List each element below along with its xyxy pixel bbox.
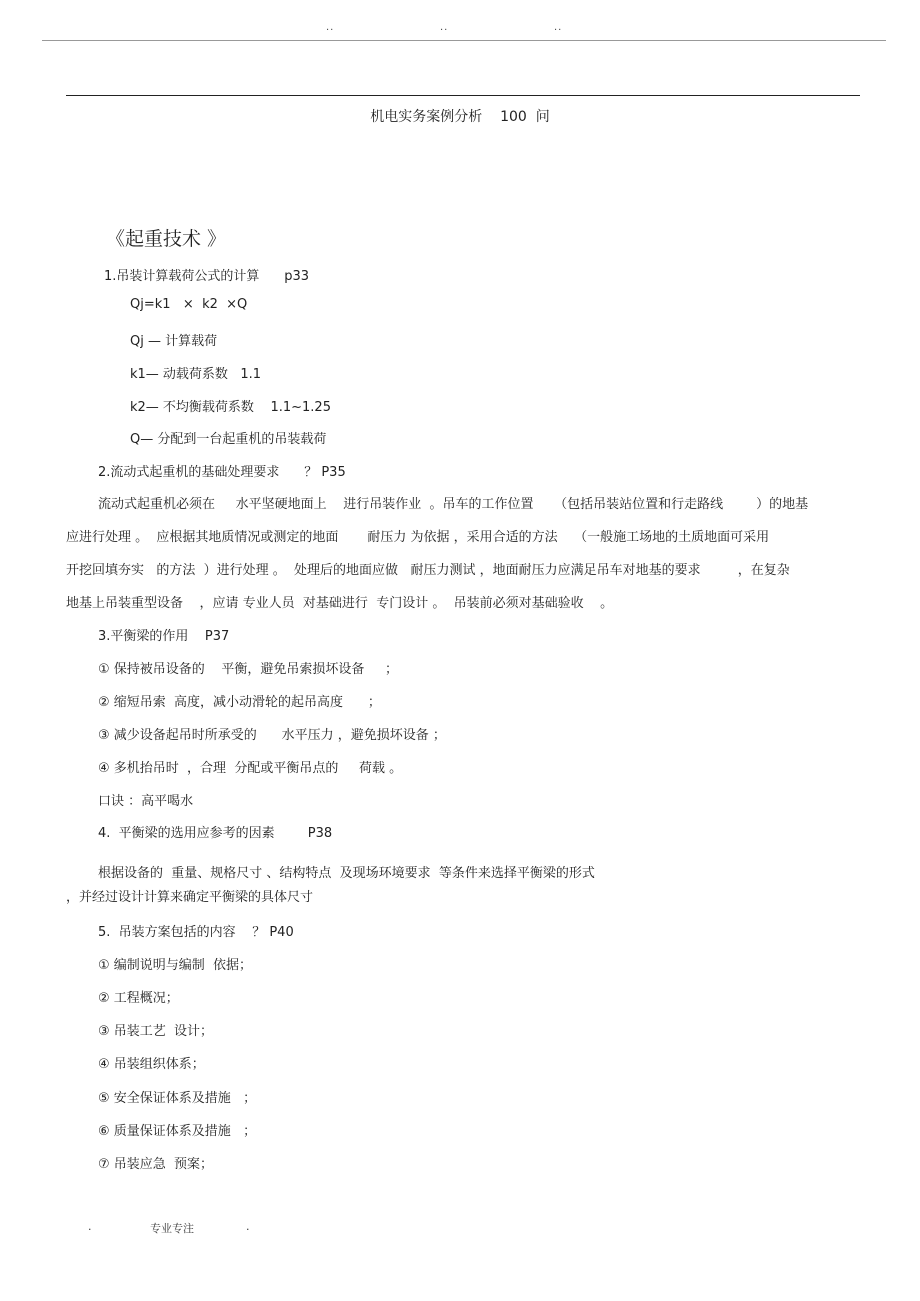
q4-para-line-1: 根据设备的 重量、规格尺寸 、结构特点 及现场环境要求 等条件来选择平衡梁的形式 <box>98 866 595 881</box>
q3-mnemonic: 口诀 ：高平喝水 <box>98 794 194 809</box>
q2-para-line-2: 应进行处理 。 应根据其地质情况或测定的地面 耐压力 为依据 ，采用合适的方法 （一般施工场地的土质地面可采用 <box>66 530 770 545</box>
q2-heading: 2.流动式起重机的基础处理要求 ？ P35 <box>98 465 346 480</box>
q1-def-qj: Qj — 计算载荷 <box>130 334 218 349</box>
q1-def-q: Q— 分配到一台起重机的吊装载荷 <box>130 432 327 447</box>
footer-right-dot: . <box>246 1220 250 1233</box>
q5-item-5: ⑤ 安全保证体系及措施 ； <box>98 1091 257 1106</box>
footer-text: 专业专注 <box>150 1222 194 1235</box>
q5-item-2: ② 工程概况； <box>98 991 179 1006</box>
section-title: 《起重技术 》 <box>106 228 227 250</box>
q5-item-7: ⑦ 吊装应急 预案； <box>98 1157 214 1172</box>
q5-item-1: ① 编制说明与编制 依据； <box>98 958 253 973</box>
document-title: 机电实务案例分析 100 问 <box>370 109 550 125</box>
q1-heading: 1.吊装计算载荷公式的计算 p33 <box>104 269 309 284</box>
q1-formula: Qj=k1 × k2 ×Q <box>130 297 248 312</box>
q3-item-1: ① 保持被吊设备的 平衡，避免吊索损坏设备 ； <box>98 662 398 677</box>
q5-item-4: ④ 吊装组织体系； <box>98 1057 205 1072</box>
q4-heading: 4. 平衡梁的选用应参考的因素 P38 <box>98 826 333 841</box>
header-dots-3: .. <box>554 22 563 33</box>
q1-def-k1: k1— 动载荷系数 1.1 <box>130 367 262 382</box>
q3-item-4: ④ 多机抬吊时 ，合理 分配或平衡吊点的 荷载 。 <box>98 761 403 776</box>
q2-para-line-4: 地基上吊装重型设备 ，应请 专业人员 对基础进行 专门设计 。 吊装前必须对基础验收 。 <box>66 596 614 611</box>
q2-para-line-3: 开挖回填夯实 的方法 ）进行处理 。 处理后的地面应做 耐压力测试 ，地面耐压力应满足吊车对地基的要求 ，在复杂 <box>66 563 790 578</box>
q5-heading: 5. 吊装方案包括的内容 ？ P40 <box>98 925 294 940</box>
title-rule <box>66 95 860 96</box>
header-dots-1: .. <box>326 22 335 33</box>
q5-item-3: ③ 吊装工艺 设计； <box>98 1024 214 1039</box>
footer-left-dot: . <box>88 1220 92 1233</box>
q3-heading: 3.平衡梁的作用 P37 <box>98 629 230 644</box>
q4-para-line-2: ，并经过设计计算来确定平衡梁的具体尺寸 <box>66 890 314 905</box>
header-rule <box>42 40 886 41</box>
q2-para-line-1: 流动式起重机必须在 水平坚硬地面上 进行吊装作业 。吊车的工作位置 （包括吊装站位置和行走路线 ）的地基 <box>98 497 809 512</box>
q3-item-2: ② 缩短吊索 高度，减小动滑轮的起吊高度 ； <box>98 695 381 710</box>
q1-def-k2: k2— 不均衡载荷系数 1.1~1.25 <box>130 400 331 415</box>
q5-item-6: ⑥ 质量保证体系及措施 ； <box>98 1124 257 1139</box>
q3-item-3: ③ 减少设备起吊时所承受的 水平压力 ，避免损坏设备 ； <box>98 728 446 743</box>
header-dots-2: .. <box>440 22 449 33</box>
